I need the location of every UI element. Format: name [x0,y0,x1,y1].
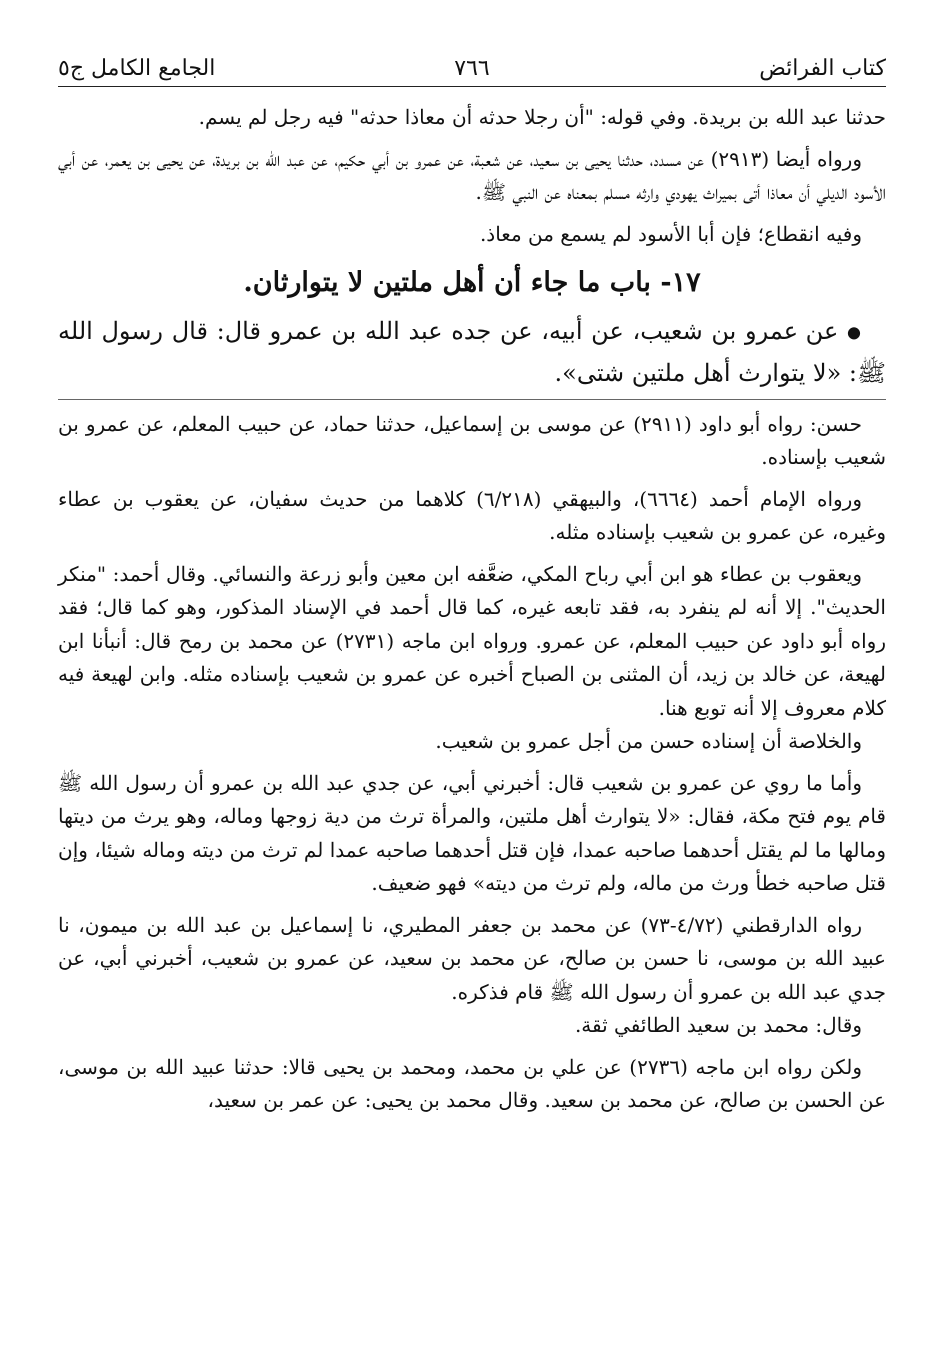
paragraph-6: ويعقوب بن عطاء هو ابن أبي رباح المكي، ضعَّفه ابن معين وأبو زرعة والنسائي. وقال أحمد: "منكر الحديث". إلا أنه لم ينفرد به، فقد تابعه غيره، كما قال أحمد في الإسناد المذكور، وهو كما قال؛ فقد رواه أبو داود عن حبيب المعلم، عن عمرو. ورواه ابن ماجه (٢٧٣١) عن محمد بن رمح قال: أنبأنا ابن لهيعة، عن خالد بن زيد، أن المثنى بن الصباح أخبره عن عمرو بن شعيب بإسناده مثله. وابن لهيعة فيه كلام معروف إلا أنه توبع هنا. [58,561,886,720]
hadith-body: عن عمرو بن شعيب، عن أبيه، عن جده عبد الله بن عمرو قال: قال رسول الله ﷺ: «لا يتوارث أهل ملتين شتى». [58,317,886,387]
paragraph-4: حسن: رواه أبو داود (٢٩١١) عن موسى بن إسماعيل، حدثنا حماد، عن حبيب المعلم، عن عمرو بن شعيب بإسناده. [58,411,886,469]
divider [58,399,886,400]
paragraph-3: وفيه انقطاع؛ فإن أبا الأسود لم يسمع من معاذ. [479,221,862,246]
header-volume-title: الجامع الكامل ج٥ [58,56,216,81]
chapter-title: ١٧- باب ما جاء أن أهل ملتين لا يتوارثان. [243,267,701,298]
paragraph-1: حدثنا عبد الله بن بريدة. وفي قوله: "أن رجلا حدثه أن معاذا حدثه" فيه رجل لم يسم. [198,105,886,129]
page-content [58,101,886,1118]
paragraph-10: وقال: محمد بن سعيد الطائفي ثقة. [574,1013,862,1037]
page-number: ٧٦٦ [454,56,490,81]
paragraph-2: ورواه أيضا (٢٩١٣) عن مسدد، حدثنا يحيى بن سعيد، عن شعبة، عن عمرو بن أبي حكيم، عن عبد الله بن بريدة، عن يحيى بن يعمر، عن أبي الأسود الديلي أن معاذا أتى بميراث يهودي وارثه مسلم بمعناه عن النبي ﷺ. [58,146,886,204]
paragraph-8: وأما ما روي عن عمرو بن شعيب قال: أخبرني أبي، عن جدي عبد الله بن عمرو أن رسول الله ﷺ قام يوم فتح مكة، فقال: «لا يتوارث أهل ملتين، والمرأة ترث من دية زوجها وماله، وهو يرث من ديتها ومالها ما لم يقتل أحدهما صاحبه عمدا، فإن قتل أحدهما صاحبه عمدا لم ترث من ديته وماله شيئا، وإن قتل صاحبه خطأ ورث من ماله، ولم ترث من ديته» فهو ضعيف. [58,770,886,895]
book-page [58,52,886,1352]
paragraph-11: ولكن رواه ابن ماجه (٢٧٣٦) عن علي بن محمد، ومحمد بن يحيى قالا: حدثنا عبيد الله بن موسى، عن الحسن بن صالح، عن محمد بن سعيد. وقال محمد بن يحيى: عن عمر بن سعيد، [58,1054,886,1112]
header-book-title: كتاب الفرائض [759,56,886,81]
bullet-icon: ● [846,322,863,342]
hadith-text [58,311,886,393]
page-header [58,52,886,87]
paragraph-7: والخلاصة أن إسناده حسن من أجل عمرو بن شعيب. [435,729,862,753]
paragraph-9: رواه الدارقطني (٤/٧٢-٧٣) عن محمد بن جعفر المطيري، نا إسماعيل بن عبد الله بن ميمون، نا عبيد الله بن موسى، نا حسن بن صالح، عن محمد بن سعيد، عن عمرو بن شعيب، أخبرني أبي، عن جدي عبد الله بن عمرو أن رسول الله ﷺ قام فذكره. [58,912,886,1004]
paragraph-5: ورواه الإمام أحمد (٦٦٦٤)، والبيهقي (٦/٢١٨) كلاهما من حديث سفيان، عن يعقوب بن عطاء وغيره، عن عمرو بن شعيب بإسناده مثله. [58,486,886,544]
